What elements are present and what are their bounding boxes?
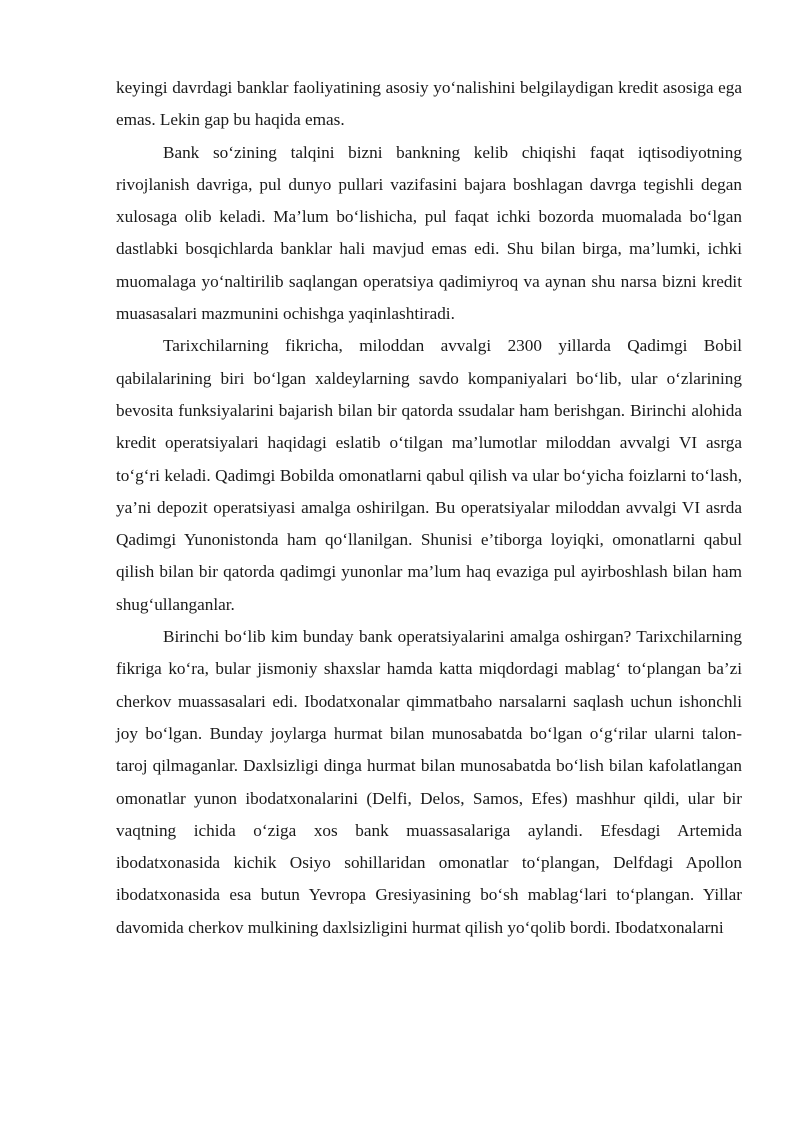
body-text — [116, 72, 742, 944]
paragraph-continuation: keyingi davrdagi banklar faoliyatining asosiy yo‘nalishini belgilaydigan kredit asosiga ega emas. Lekin gap bu haqida emas. — [116, 78, 742, 130]
paragraph-bank-word-meaning: Bank so‘zining talqini bizni bankning kelib chiqishi faqat iqtisodiyotning rivojlanish davriga, pul dunyo pullari vazifasini bajara boshlagan davrga tegishli degan xulosaga olib keladi. Ma’lum bo‘lishicha, pul faqat ichki bozorda muomalada bo‘lgan dastlabki bosqichlarda banklar hali mavjud emas edi. Shu bilan birga, ma’lumki, ichki muomalaga yo‘naltirilib saqlangan operatsiya qadimiyroq va aynan shu narsa bizni kredit muasasalari mazmunini ochishga yaqinlashtiradi. — [116, 142, 742, 324]
paragraph-historians-babylon: Tarixchilarning fikricha, miloddan avvalgi 2300 yillarda Qadimgi Bobil qabilalarining biri bo‘lgan xaldeylarning savdo kompaniyalari bo‘lib, ular o‘zlarining bevosita funksiyalarini bajarish bilan bir qatorda ssudalar ham berishgan. Birinchi alohida kredit operatsiyalari haqidagi eslatib o‘tilgan ma’lumotlar miloddan avvalgi VI asrga to‘g‘ri keladi. Qadimgi Bobilda omonatlarni qabul qilish va ular bo‘yicha foizlarni to‘lash, ya’ni depozit operatsiyasi amalga oshirilgan. Bu operatsiyalar miloddan avvalgi VI asrda Qadimgi Yunonistonda ham qo‘llanilgan. Shunisi e’tiborga loyiqki, omonatlarni qabul qilish bilan bir qatorda qadimgi yunonlar ma’lum haq evaziga pul ayirboshlash bilan ham shug‘ullanganlar. — [116, 336, 742, 614]
paragraph-temples-as-banks: Birinchi bo‘lib kim bunday bank operatsiyalarini amalga oshirgan? Tarixchilarning fikriga ko‘ra, bular jismoniy shaxslar hamda katta miqdordagi mablag‘ to‘plangan ba’zi cherkov muassasalari edi. Ibodatxonalar qimmatbaho narsalarni saqlash uchun ishonchli joy bo‘lgan. Bunday joylarga hurmat bilan munosabatda bo‘lgan o‘g‘rilar ularni talon-taroj qilmaganlar. Daxlsizligi dinga hurmat bilan munosabatda bo‘lish bilan kafolatlangan omonatlar yunon ibodatxonalarini (Delfi, Delos, Samos, Efes) mashhur qildi, ular bir vaqtning ichida o‘ziga xos bank muassasalariga aylandi. Efesdagi Artemida ibodatxonasida kichik Osiyo sohillaridan omonatlar to‘plangan, Delfdagi Apollon ibodatxonasida esa butun Yevropa Gresiyasining bo‘sh mablag‘lari to‘plangan. Yillar davomida cherkov mulkining daxlsizligini hurmat qilish yo‘qolib bordi. Ibodatxonalarni — [116, 627, 742, 937]
